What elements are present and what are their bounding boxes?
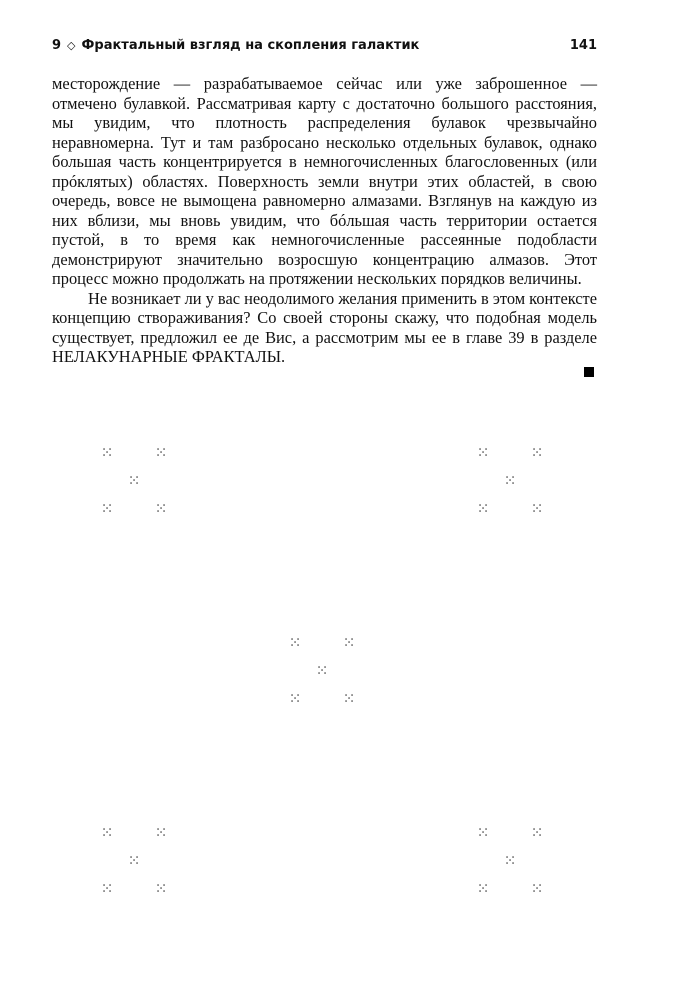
dust-point xyxy=(157,510,158,511)
paragraph: Не возникает ли у вас неодолимого желания применить в этом контексте концепцию створаживания? Со своей стороны скажу, что подобная модель существует, предложил ее де Вис, а рассмотрим мы ее в главе 39 в разделе НЕЛАКУНАРНЫЕ ФРАКТАЛЫ. xyxy=(52,288,597,366)
dust-point xyxy=(485,454,486,455)
fractal-dust-plot xyxy=(0,420,687,920)
dust-point xyxy=(291,700,292,701)
dust-point xyxy=(533,834,534,835)
dust-point xyxy=(536,831,537,832)
dust-point xyxy=(485,884,486,885)
dust-point xyxy=(160,507,161,508)
dust-point xyxy=(479,504,480,505)
dust-point xyxy=(157,834,158,835)
dust-point xyxy=(297,644,298,645)
dust-point xyxy=(485,448,486,449)
dust-point xyxy=(539,890,540,891)
dust-point xyxy=(539,828,540,829)
dust-point xyxy=(157,504,158,505)
dust-point xyxy=(324,666,325,667)
dust-point xyxy=(163,890,164,891)
dust-point xyxy=(109,504,110,505)
dust-point xyxy=(506,482,507,483)
dust-point xyxy=(163,504,164,505)
dust-point xyxy=(539,448,540,449)
dust-point xyxy=(479,510,480,511)
dust-point xyxy=(512,862,513,863)
dust-point xyxy=(533,884,534,885)
dust-point xyxy=(297,694,298,695)
dust-point xyxy=(103,884,104,885)
paragraph: месторождение — разрабатываемое сейчас или уже заброшенное — отмечено булавкой. Рассматривая карту с достаточно большого расстояния, мы увидим, что плотность распределения булавок чрезвычайно неравномерна. Тут и там разбросано несколько отдельных булавок, однако большая часть концентрируется в немногочисленных благословенных (или прóклятых) областях. Поверхность земли внутри этих областей, в свою очередь, вовсе не вымощена равномерно алмазами. Взглянув на каждую из них вблизи, мы вновь увидим, что бóльшая часть территории остается пустой, в то время как немногочисленные рассеянные подобласти демонстрируют значительно возросшую концентрацию алмазов. Этот процесс можно продолжать на протяжении нескольких порядков величины. xyxy=(52,74,597,288)
dust-point xyxy=(130,856,131,857)
dust-point xyxy=(109,834,110,835)
dust-point xyxy=(351,644,352,645)
page-number: 141 xyxy=(569,37,597,53)
dust-point xyxy=(291,644,292,645)
dust-point xyxy=(482,507,483,508)
dust-point xyxy=(479,448,480,449)
dust-point xyxy=(157,448,158,449)
fractal-dust-figure xyxy=(0,420,687,920)
dust-point xyxy=(163,454,164,455)
dust-point xyxy=(103,890,104,891)
dust-point xyxy=(136,476,137,477)
dust-point xyxy=(479,828,480,829)
dust-point xyxy=(294,641,295,642)
dust-point xyxy=(106,451,107,452)
dust-point xyxy=(533,454,534,455)
dust-point xyxy=(103,828,104,829)
dust-point xyxy=(506,476,507,477)
dust-point xyxy=(106,887,107,888)
dust-point xyxy=(536,507,537,508)
dust-point xyxy=(297,700,298,701)
dust-point xyxy=(163,884,164,885)
dust-point xyxy=(485,504,486,505)
dust-point xyxy=(130,862,131,863)
dust-point xyxy=(533,828,534,829)
dust-point xyxy=(479,884,480,885)
dust-point xyxy=(485,828,486,829)
dust-point xyxy=(485,510,486,511)
chapter-title: Фрактальный взгляд на скопления галактик xyxy=(81,37,420,53)
dust-point xyxy=(157,884,158,885)
dust-point xyxy=(539,504,540,505)
dust-point xyxy=(103,448,104,449)
dust-point xyxy=(512,476,513,477)
dust-point xyxy=(345,700,346,701)
dust-point xyxy=(103,834,104,835)
dust-point xyxy=(539,884,540,885)
dust-point xyxy=(512,482,513,483)
dust-point xyxy=(539,454,540,455)
dust-point xyxy=(103,504,104,505)
dust-point xyxy=(297,638,298,639)
dust-point xyxy=(485,890,486,891)
dust-point xyxy=(157,890,158,891)
dust-point xyxy=(109,510,110,511)
dust-point xyxy=(163,828,164,829)
dust-point xyxy=(345,638,346,639)
dust-point xyxy=(130,482,131,483)
running-header xyxy=(52,34,597,56)
dust-point xyxy=(106,831,107,832)
end-of-section-mark xyxy=(584,367,594,377)
dust-point xyxy=(479,890,480,891)
dust-point xyxy=(291,638,292,639)
dust-point xyxy=(160,831,161,832)
dust-point xyxy=(157,828,158,829)
dust-point xyxy=(506,856,507,857)
dust-point xyxy=(294,697,295,698)
dust-point xyxy=(536,451,537,452)
dust-point xyxy=(109,884,110,885)
dust-point xyxy=(163,834,164,835)
dust-point xyxy=(157,454,158,455)
chapter-number: 9 xyxy=(52,37,62,53)
dust-point xyxy=(509,859,510,860)
dust-point xyxy=(533,448,534,449)
dust-point xyxy=(109,448,110,449)
dust-point xyxy=(163,448,164,449)
dust-point xyxy=(136,482,137,483)
body-text xyxy=(52,74,597,367)
dust-point xyxy=(318,666,319,667)
dust-point xyxy=(133,479,134,480)
dust-point xyxy=(533,510,534,511)
dust-point xyxy=(345,644,346,645)
dust-point xyxy=(351,638,352,639)
dust-point xyxy=(109,454,110,455)
dust-point xyxy=(130,476,131,477)
dust-point xyxy=(533,890,534,891)
dust-point xyxy=(318,672,319,673)
dust-point xyxy=(482,451,483,452)
dust-point xyxy=(109,890,110,891)
dust-point xyxy=(133,859,134,860)
dust-point xyxy=(348,641,349,642)
dust-point xyxy=(103,510,104,511)
dust-point xyxy=(103,454,104,455)
dust-point xyxy=(136,856,137,857)
dust-point xyxy=(485,834,486,835)
dust-point xyxy=(509,479,510,480)
dust-point xyxy=(506,862,507,863)
dust-point xyxy=(136,862,137,863)
dust-point xyxy=(345,694,346,695)
dust-point xyxy=(533,504,534,505)
dust-point xyxy=(321,669,322,670)
dust-point xyxy=(482,887,483,888)
dust-point xyxy=(351,694,352,695)
dust-point xyxy=(291,694,292,695)
dust-point xyxy=(479,834,480,835)
dust-point xyxy=(106,507,107,508)
dust-point xyxy=(324,672,325,673)
dust-point xyxy=(482,831,483,832)
dust-point xyxy=(479,454,480,455)
dust-point xyxy=(351,700,352,701)
diamond-icon: ◇ xyxy=(67,38,76,52)
dust-point xyxy=(348,697,349,698)
dust-point xyxy=(539,510,540,511)
dust-point xyxy=(109,828,110,829)
dust-point xyxy=(163,510,164,511)
dust-point xyxy=(512,856,513,857)
chapter-heading xyxy=(52,38,419,53)
dust-point xyxy=(539,834,540,835)
dust-point xyxy=(160,451,161,452)
dust-point xyxy=(536,887,537,888)
dust-point xyxy=(160,887,161,888)
